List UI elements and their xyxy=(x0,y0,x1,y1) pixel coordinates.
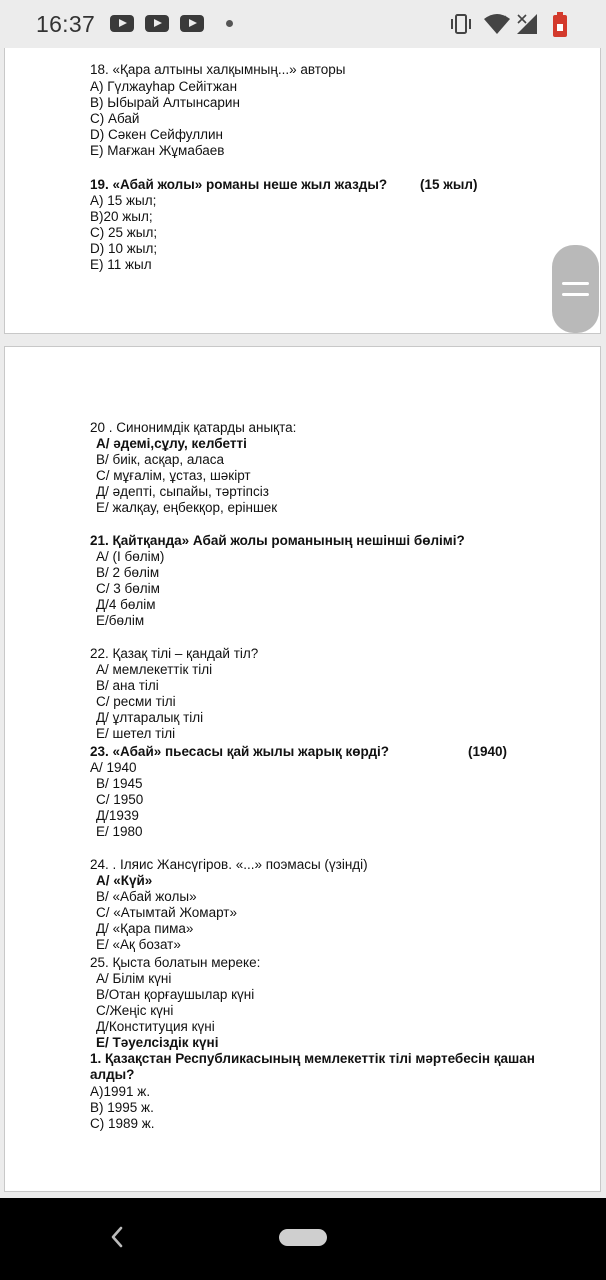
document-text-line: E) Мағжан Жұмабаев xyxy=(90,143,225,158)
document-text-line: Е/ шетел тілі xyxy=(96,726,176,741)
youtube-icon xyxy=(180,15,204,32)
document-text-line: C) Абай xyxy=(90,111,140,126)
document-text-line: E) 11 жыл xyxy=(90,257,152,272)
document-text-line: Д/ әдепті, сыпайы, тәртіпсіз xyxy=(96,484,269,499)
document-text-line: A) Гүлжауһар Сейітжан xyxy=(90,79,238,94)
youtube-icon xyxy=(145,15,169,32)
document-text-line: B)20 жыл; xyxy=(90,209,153,224)
document-text-line: Д/Конституция күні xyxy=(96,1019,215,1034)
battery-icon xyxy=(552,12,568,38)
document-text-line: 23. «Абай» пьесасы қай жылы жарық көрді? xyxy=(90,744,390,759)
status-bar xyxy=(0,0,606,48)
back-icon[interactable] xyxy=(108,1225,126,1249)
document-text-line: Д/4 бөлім xyxy=(96,597,156,612)
document-text-line: 20 . Синонимдік қатарды анықта: xyxy=(90,420,297,435)
document-text-line: 25. Қыста болатын мереке: xyxy=(90,955,261,970)
document-text-line: А/ 1940 xyxy=(90,760,137,775)
document-text-line: D) Сәкен Сейфуллин xyxy=(90,127,223,142)
document-text-line: В/ «Абай жолы» xyxy=(96,889,197,904)
youtube-icon xyxy=(110,15,134,32)
document-text-line: С/ ресми тілі xyxy=(96,694,176,709)
navigation-bar xyxy=(0,1198,606,1280)
document-text-line: A) 15 жыл; xyxy=(90,193,157,208)
document-text-line: (1940) xyxy=(468,744,508,759)
document-text-line: А/ Білім күні xyxy=(96,971,172,986)
document-text-line: 24. . Іляис Жансүгіров. «...» поэмасы (үзінді) xyxy=(90,857,368,872)
notification-dot-icon xyxy=(226,20,233,27)
document-page xyxy=(4,346,601,1192)
document-text-line: 1. Қазақстан Республикасының мемлекеттік тілі мәртебесін қашан xyxy=(90,1051,535,1066)
document-text-line: B) Ыбырай Алтынсарин xyxy=(90,95,240,110)
document-text-line: алды? xyxy=(90,1067,135,1082)
status-time: 16:37 xyxy=(36,11,96,37)
document-text-line: А/ «Күй» xyxy=(96,873,153,888)
document-text-line: A)1991 ж. xyxy=(90,1084,151,1099)
document-text-line: 18. «Қара алтыны халқымның...» авторы xyxy=(90,62,346,77)
document-text-line: С/ 3 бөлім xyxy=(96,581,160,596)
document-text-line: C) 1989 ж. xyxy=(90,1116,155,1131)
document-text-line: B) 1995 ж. xyxy=(90,1100,154,1115)
document-text-line: С/ мұғалім, ұстаз, шәкірт xyxy=(96,468,251,483)
document-text-line: Е/ «Ақ бозат» xyxy=(96,937,181,952)
document-text-line: Е/ жалқау, еңбекқор, еріншек xyxy=(96,500,278,515)
vibrate-icon xyxy=(449,12,473,36)
document-text-line: Е/ 1980 xyxy=(96,824,143,839)
svg-text:↕: ↕ xyxy=(503,13,507,22)
document-text-line: Е/бөлім xyxy=(96,613,145,628)
document-text-line: С/ «Атымтай Жомарт» xyxy=(96,905,237,920)
document-text-line: Д/ «Қара пима» xyxy=(96,921,194,936)
fast-scroll-handle[interactable] xyxy=(552,245,599,333)
document-text-line: А/ әдемі,сұлу, келбетті xyxy=(96,436,247,451)
document-text-line: С/ 1950 xyxy=(96,792,144,807)
document-text-line: Е/ Тәуелсіздік күні xyxy=(96,1035,219,1050)
document-text-line: (15 жыл) xyxy=(420,177,478,192)
document-text-line: C) 25 жыл; xyxy=(90,225,158,240)
document-text-line: В/ 1945 xyxy=(96,776,143,791)
document-text-line: А/ (І бөлім) xyxy=(96,549,165,564)
signal-icon xyxy=(515,12,539,36)
home-pill[interactable] xyxy=(279,1229,327,1246)
document-text-line: 22. Қазақ тілі – қандай тіл? xyxy=(90,646,259,661)
document-text-line: Д/ ұлтаралық тілі xyxy=(96,710,204,725)
document-text-line: С/Жеңіс күні xyxy=(96,1003,174,1018)
document-text-line: В/ ана тілі xyxy=(96,678,159,693)
document-text-line: 21. Қайтқанда» Абай жолы романының нешінші бөлімі? xyxy=(90,533,465,548)
document-page xyxy=(4,48,601,334)
document-text-line: В/ биік, асқар, аласа xyxy=(96,452,225,467)
wifi-icon xyxy=(483,12,511,36)
document-text-line: 19. «Абай жолы» романы неше жыл жазды? xyxy=(90,177,388,192)
document-text-line: В/Отан қорғаушылар күні xyxy=(96,987,255,1002)
document-text-line: В/ 2 бөлім xyxy=(96,565,160,580)
document-text-line: А/ мемлекеттік тілі xyxy=(96,662,213,677)
document-text-line: D) 10 жыл; xyxy=(90,241,158,256)
document-text-line: Д/1939 xyxy=(96,808,139,823)
